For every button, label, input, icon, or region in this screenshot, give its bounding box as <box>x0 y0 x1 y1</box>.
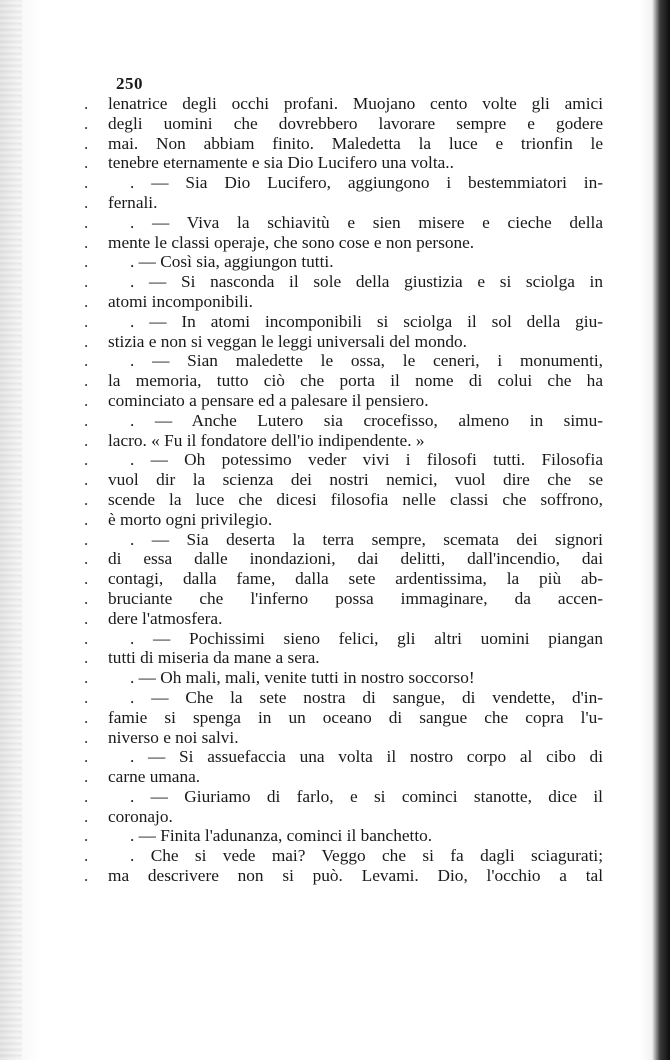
text-line <box>84 826 603 846</box>
text-line <box>84 470 603 490</box>
margin-mark: . <box>84 153 89 173</box>
text-line <box>84 668 603 688</box>
line-text: . — Sia deserta la terra sempre, scemata dei signori <box>130 529 603 549</box>
margin-mark: . <box>84 786 89 806</box>
text-line <box>84 272 603 292</box>
text-line <box>84 430 603 451</box>
margin-mark: . <box>84 331 89 351</box>
line-text: cominciato a pensare ed a palesare il pensiero. <box>108 390 429 410</box>
margin-mark: . <box>84 192 89 212</box>
margin-mark: . <box>84 470 89 490</box>
line-text: vuol dir la scienza dei nostri nemici, vuol dire che se <box>108 470 603 490</box>
margin-mark: . <box>84 727 89 747</box>
line-text: coronajo. <box>108 806 173 826</box>
text-line <box>84 707 603 728</box>
line-text: . — Sian maledette le ossa, le ceneri, i monumenti, <box>130 351 603 371</box>
line-text: tenebre eternamente e sia Dio Lucifero una volta.. <box>108 153 454 173</box>
line-text: . — Che la sete nostra di sangue, di vendette, d'in- <box>130 687 603 707</box>
text-line <box>84 450 603 470</box>
body-text <box>84 94 603 886</box>
margin-mark: . <box>84 628 89 648</box>
margin-mark: . <box>84 648 89 668</box>
margin-mark: . <box>84 113 89 133</box>
text-line <box>84 767 603 787</box>
line-text: bruciante che l'inferno possa immaginare, da accen- <box>108 588 603 608</box>
line-text: lacro. « Fu il fondatore dell'io indipendente. » <box>108 430 425 450</box>
line-text: fernali. <box>108 192 158 212</box>
margin-mark: . <box>84 826 89 846</box>
line-text: . — Si nasconda il sole della giustizia e si sciolga in <box>130 272 603 292</box>
margin-mark: . <box>84 866 89 886</box>
margin-mark: . <box>84 450 89 470</box>
text-line <box>84 371 603 391</box>
margin-mark: . <box>84 272 89 292</box>
line-text: . — Viva la schiavitù e sien misere e cieche della <box>130 212 603 232</box>
margin-mark: . <box>84 588 89 608</box>
margin-mark: . <box>84 549 89 569</box>
line-text: mente le classi operaje, che sono cose e non persone. <box>108 232 475 252</box>
text-line <box>84 232 603 253</box>
line-text: carne umana. <box>108 767 201 787</box>
line-text: la memoria, tutto ciò che porta il nome di colui che ha <box>108 371 603 391</box>
line-text: . Che si vede mai? Veggo che si fa dagli sciagurati; <box>130 846 603 866</box>
line-text: dere l'atmosfera. <box>108 608 223 628</box>
margin-mark: . <box>84 291 89 311</box>
text-line <box>84 153 603 173</box>
text-line <box>84 846 603 866</box>
line-text: atomi incomponibili. <box>108 291 253 311</box>
text-line <box>84 866 603 886</box>
text-line <box>84 786 603 807</box>
text-line <box>84 727 603 748</box>
margin-mark: . <box>84 252 89 272</box>
text-line <box>84 628 603 649</box>
margin-mark: . <box>84 390 89 410</box>
line-text: scende la luce che dicesi filosofia nelle classi che soffrono, <box>108 489 603 509</box>
line-text: . — Così sia, aggiungon tutti. <box>130 252 334 272</box>
line-text: . — Giuriamo di farlo, e si cominci stanotte, dice il <box>130 786 603 806</box>
margin-mark: . <box>84 410 89 430</box>
text-line <box>84 529 603 550</box>
text-line <box>84 311 603 332</box>
margin-mark: . <box>84 529 89 549</box>
text-line <box>84 113 603 134</box>
line-text: . — Finita l'adunanza, cominci il banchetto. <box>130 826 433 846</box>
text-line <box>84 212 603 233</box>
margin-mark: . <box>84 371 89 391</box>
text-line <box>84 351 603 371</box>
line-text: famie si spenga in un oceano di sangue che copra l'u- <box>108 707 603 727</box>
text-line <box>84 509 603 530</box>
text-line <box>84 747 603 767</box>
text-line <box>84 94 603 114</box>
line-text: di essa dalle inondazioni, dai delitti, dall'incendio, dai <box>108 549 603 569</box>
line-text: contagi, dalla fame, dalla sete ardentissima, la più ab- <box>108 569 603 589</box>
margin-mark: . <box>84 351 89 371</box>
text-line <box>84 291 603 312</box>
line-text: stizia e non si veggan le leggi universali del mondo. <box>108 331 467 351</box>
text-line <box>84 569 603 589</box>
margin-mark: . <box>84 806 89 826</box>
text-line <box>84 173 603 193</box>
text-line <box>84 588 603 609</box>
margin-mark: . <box>84 509 89 529</box>
line-text: niverso e noi salvi. <box>108 727 239 747</box>
margin-mark: . <box>84 846 89 866</box>
page-number: 250 <box>116 74 143 93</box>
margin-mark: . <box>84 232 89 252</box>
margin-mark: . <box>84 311 89 331</box>
line-text: ma descrivere non si può. Levami. Dio, l'occhio a tal <box>108 866 603 886</box>
margin-mark: . <box>84 687 89 707</box>
line-text: . — Pochissimi sieno felici, gli altri uomini piangan <box>130 628 603 648</box>
margin-mark: . <box>84 212 89 232</box>
margin-mark: . <box>84 94 89 113</box>
text-line <box>84 806 603 827</box>
text-line <box>84 687 603 708</box>
margin-mark: . <box>84 173 89 193</box>
margin-mark: . <box>84 430 89 450</box>
line-text: è morto ogni privilegio. <box>108 509 273 529</box>
text-line <box>84 549 603 569</box>
line-text: . — Oh potessimo veder vivi i filosofi tutti. Filosofia <box>130 450 603 470</box>
line-text: lenatrice degli occhi profani. Muojano cento volte gli amici <box>108 94 603 113</box>
text-line <box>84 192 603 213</box>
page-binding-edge <box>0 0 22 1060</box>
margin-mark: . <box>84 707 89 727</box>
line-text: mai. Non abbiam finito. Maledetta la luce e trionfin le <box>108 133 603 153</box>
line-text: . — Sia Dio Lucifero, aggiungono i bestemmiatori in- <box>130 173 603 193</box>
line-text: . — Anche Lutero sia crocefisso, almeno in simu- <box>130 410 603 430</box>
text-line <box>84 648 603 668</box>
margin-mark: . <box>84 767 89 787</box>
text-line <box>84 252 603 272</box>
text-line <box>84 410 603 431</box>
margin-mark: . <box>84 747 89 767</box>
text-line <box>84 608 603 629</box>
line-text: . — Si assuefaccia una volta il nostro corpo al cibo di <box>130 747 603 767</box>
line-text: . — In atomi incomponibili si sciolga il sol della giu- <box>130 311 603 331</box>
margin-mark: . <box>84 489 89 509</box>
text-line <box>84 390 603 411</box>
text-line <box>84 331 603 352</box>
text-line <box>84 489 603 510</box>
text-line <box>84 133 603 154</box>
margin-mark: . <box>84 608 89 628</box>
margin-mark: . <box>84 569 89 589</box>
line-text: tutti di miseria da mane a sera. <box>108 648 320 668</box>
margin-mark: . <box>84 668 89 688</box>
line-text: degli uomini che dovrebbero lavorare sempre e godere <box>108 113 603 133</box>
line-text: . — Oh mali, mali, venite tutti in nostro soccorso! <box>130 668 475 688</box>
margin-mark: . <box>84 133 89 153</box>
